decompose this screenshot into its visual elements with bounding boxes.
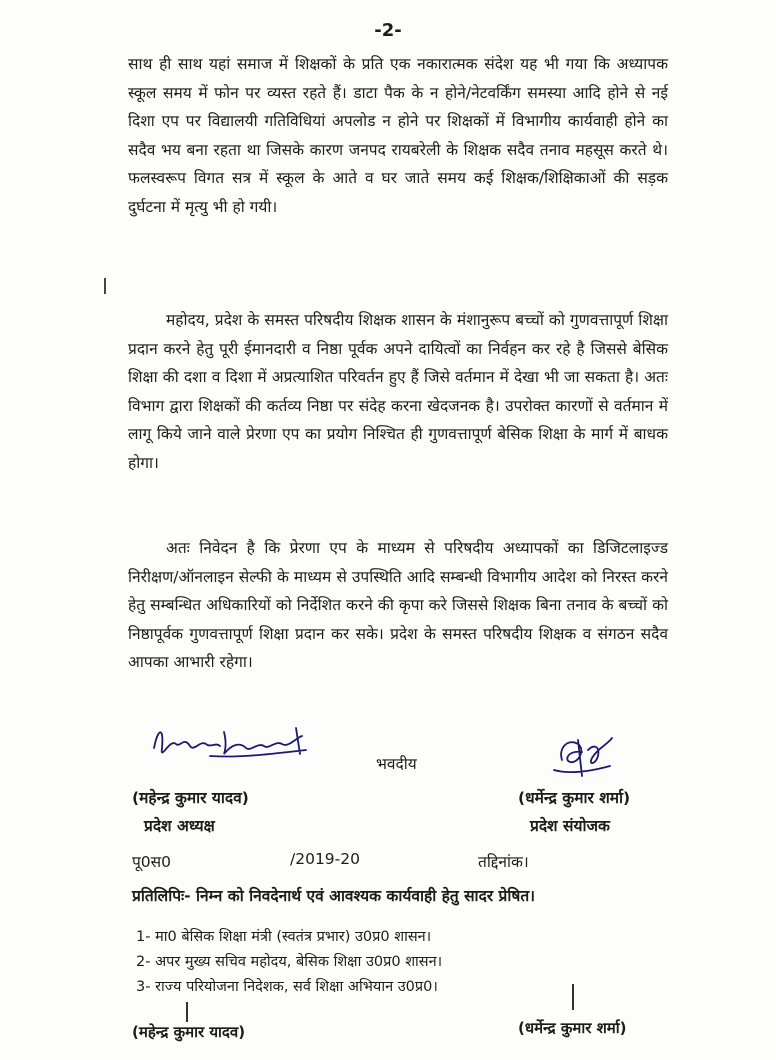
signatory-right-name: (धर्मेन्द्र कुमार शर्मा) <box>518 789 631 807</box>
signatory-left-designation: प्रदेश अध्यक्ष <box>144 817 215 835</box>
paragraph-3: अतः निवेदन है कि प्रेरणा एप के माध्यम से परिषदीय अध्यापकों का डिजिटलाइज्ड निरीक्षण/ऑनलाइन सेल्फी के माध्यम से उपस्थिति आदि सम्बन्धी विभागीय आदेश को निरस्त करने हेतु सम्बन्धित अधिकारियों को निर्देशित करने की कृपा करे जिससे शिक्षक बिना तनाव के बच्चों को निष्ठापूर्वक गुणवत्तापूर्ण शिक्षा प्रदान कर सके। प्रदेश के समस्त परिषदीय शिक्षक व संगठन सदैव आपका आभारी रहेगा। <box>128 539 668 672</box>
signatory-right <box>518 784 630 840</box>
paragraph-2: महोदय, प्रदेश के समस्त परिषदीय शिक्षक शासन के मंशानुरूप बच्चों को गुणवत्तापूर्ण शिक्षा प्रदान करने हेतु पूरी ईमानदारी व निष्ठा पूर्वक अपने दायित्वों का निर्वहन कर रहे है जिससे बेसिक शिक्षा की दशा व दिशा में अप्रत्याशित परिवर्तन हुए हैं जिसे वर्तमान में देखा भी जा सकता है। अतः विभाग द्वारा शिक्षकों की कर्तव्य निष्ठा पर संदेह करना खेदजनक है। उपरोक्त कारणों से वर्तमान में लागू किये जाने वाले प्रेरणा एप का प्रयोग निश्चित ही गुणवत्तापूर्ण बेसिक शिक्षा के मार्ग में बाधक होगा। <box>128 311 668 472</box>
reference-date: तद्दिनांक। <box>478 853 529 871</box>
footer-name-left: (महेन्द्र कुमार यादव) <box>132 1023 246 1041</box>
signatory-right-designation: प्रदेश संयोजक <box>530 817 610 835</box>
copy-to-heading: प्रतिलिपिः- निम्न को निवदेनार्थ एवं आवश्यक कार्यवाही हेतु सादर प्रेषित। <box>132 887 536 905</box>
footer-mark-left <box>186 1002 188 1022</box>
page-number: -2- <box>374 20 402 41</box>
reference-number: पू0स0 <box>132 853 172 871</box>
signature-left <box>150 718 310 768</box>
closing-salutation: भवदीय <box>376 755 417 773</box>
signatory-left-name: (महेन्द्र कुमार यादव) <box>132 789 249 807</box>
signature-right <box>548 730 618 788</box>
footer-mark-right <box>572 984 574 1010</box>
margin-mark <box>104 278 106 294</box>
copy-to-item: 1- मा0 बेसिक शिक्षा मंत्री (स्वतंत्र प्रभार) उ0प्र0 शासन। <box>136 929 432 945</box>
copy-to-item: 2- अपर मुख्य सचिव महोदय, बेसिक शिक्षा उ0प्र0 शासन। <box>136 954 443 970</box>
copy-to-list <box>136 925 442 1000</box>
signatory-left <box>132 784 249 840</box>
copy-to-item: 3- राज्य परियोजना निदेशक, सर्व शिक्षा अभियान उ0प्र0। <box>136 979 438 995</box>
paragraph-1: साथ ही साथ यहां समाज में शिक्षकों के प्रति एक नकारात्मक संदेश यह भी गया कि अध्यापक स्कूल समय में फोन पर व्यस्त रहते हैं। डाटा पैक के न होने/नेटवर्किंग समस्या आदि होने से नई दिशा एप पर विद्यालयी गतिविधियां अपलोड न होने पर शिक्षकों में विभागीय कार्यवाही होने का सदैव भय बना रहता था जिसके कारण जनपद रायबरेली के शिक्षक सदैव तनाव महसूस करते थे। फलस्वरूप विगत सत्र में स्कूल के आते व घर जाते समय कई शिक्षक/शिक्षिकाओं की सड़क दुर्घटना में मृत्यु भी हो गयी। <box>128 55 668 216</box>
reference-year: /2019-20 <box>290 850 360 868</box>
footer-name-right: (धर्मेन्द्र कुमार शर्मा) <box>518 1019 627 1037</box>
